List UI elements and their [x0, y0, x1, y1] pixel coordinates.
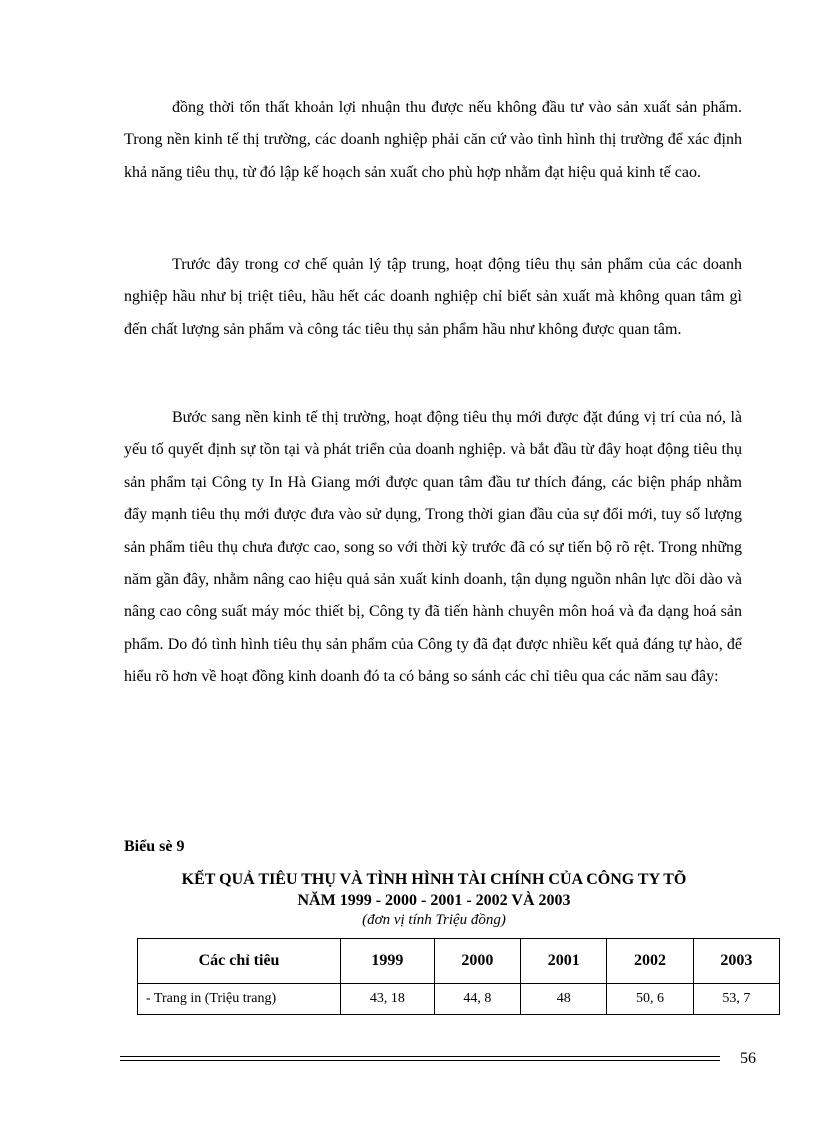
cell-1999: 43, 18 [341, 984, 435, 1015]
table-header-row [138, 939, 780, 984]
table-title-line2: NĂM 1999 - 2000 - 2001 - 2002 VÀ 2003 [297, 892, 571, 909]
header-indicator: Các chỉ tiêu [138, 939, 341, 984]
table-title-line1: KẾT QUẢ TIÊU THỤ VÀ TÌNH HÌNH TÀI CHÍNH CỦA CÔNG TY TÕ [181, 871, 687, 888]
header-1999: 1999 [341, 939, 435, 984]
footer-rule-top [120, 1056, 720, 1057]
header-2001: 2001 [521, 939, 607, 984]
cell-indicator: - Trang in (Triệu trang) [138, 984, 341, 1015]
header-2002: 2002 [607, 939, 693, 984]
cell-2001: 48 [521, 984, 607, 1015]
paragraph-1: đồng thời tổn thất khoản lợi nhuận thu được nếu không đầu tư vào sản xuất sản phẩm. Trong nền kinh tế thị trường, các doanh nghiệp phải căn cứ vào tình hình thị trường để xác định khả năng tiêu thụ, từ đó lập kế hoạch sản xuất cho phù hợp nhằm đạt hiệu quả kinh tế cao. [124, 99, 742, 181]
paragraph-3: Bước sang nền kinh tế thị trường, hoạt động tiêu thụ mới được đặt đúng vị trí của nó, là yếu tố quyết định sự tồn tại và phát triển của doanh nghiệp. và bắt đầu từ đây hoạt động tiêu thụ sản phẩm tại Công ty In Hà Giang mới được quan tâm đầu tư thích đáng, các biện pháp nhằm đẩy mạnh tiêu thụ mới được đưa vào sử dụng, Trong thời gian đầu của sự đổi mới, tuy số lượng sản phẩm tiêu thụ chưa được cao, song so với thời kỳ trước đã có sự tiến bộ rõ rệt. Trong những năm gần đây, nhằm nâng cao hiệu quả sản xuất kinh doanh, tận dụng nguồn nhân lực dồi dào và nâng cao công suất máy móc thiết bị, Công ty đã tiến hành chuyên môn hoá và đa dạng hoá sản phẩm. Do đó tình hình tiêu thụ sản phẩm của Công ty đã đạt được nhiều kết quả đáng tự hào, để hiểu rõ hơn về hoạt đồng kinh doanh đó ta có bảng so sánh các chỉ tiêu qua các năm sau đây: [124, 409, 742, 686]
header-2000: 2000 [434, 939, 520, 984]
paragraph-2: Trước đây trong cơ chế quản lý tập trung, hoạt động tiêu thụ sản phẩm của các doanh nghiệp hầu như bị triệt tiêu, hầu hết các doanh nghiệp chỉ biết sản xuất mà không quan tâm gì đến chất lượng sản phẩm và công tác tiêu thụ sản phẩm hầu như không được quan tâm. [124, 256, 742, 338]
cell-2003: 53, 7 [693, 984, 779, 1015]
footer-rule-bottom [120, 1060, 720, 1061]
table-unit-note: (đơn vị tính Triệu đồng) [362, 912, 506, 928]
page-number: 56 [740, 1050, 756, 1067]
cell-2000: 44, 8 [434, 984, 520, 1015]
table-row [138, 984, 780, 1015]
cell-2002: 50, 6 [607, 984, 693, 1015]
table-caption: Biểu sè 9 [124, 838, 185, 855]
results-table [137, 938, 780, 1015]
header-2003: 2003 [693, 939, 779, 984]
